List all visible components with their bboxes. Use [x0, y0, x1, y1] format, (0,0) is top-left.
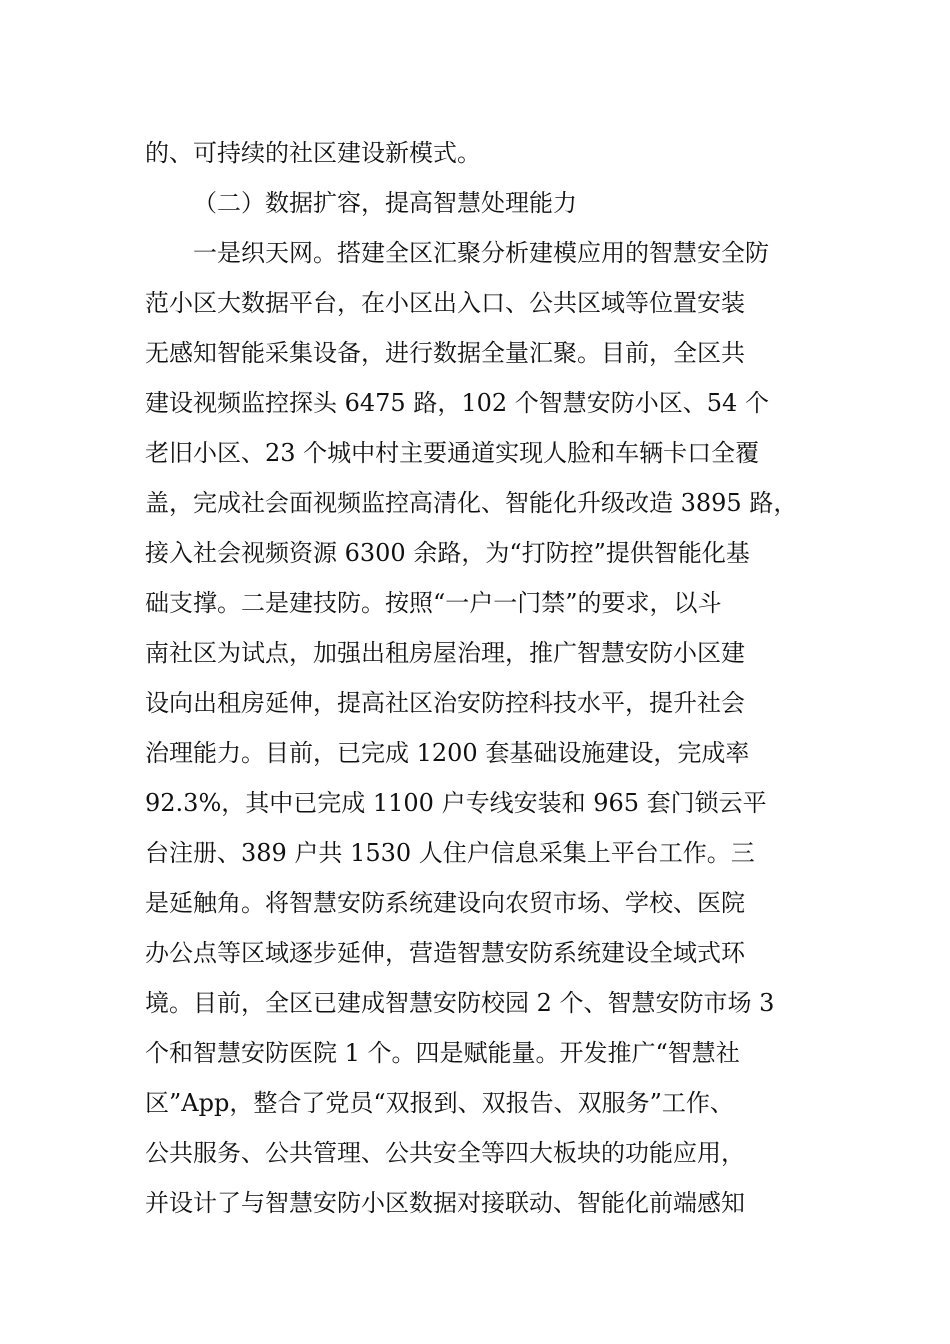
text-line: 并设计了与智慧安防小区数据对接联动、智能化前端感知: [145, 1189, 745, 1217]
text-line: 治理能力。目前，已完成 1200 套基础设施建设，完成率: [145, 739, 750, 767]
text-line: 无感知智能采集设备，进行数据全量汇聚。目前，全区共: [145, 339, 745, 367]
text-line: 接入社会视频资源 6300 余路，为“打防控”提供智能化基: [145, 539, 750, 567]
body-text: [145, 128, 815, 1228]
text-line: 92.3%，其中已完成 1100 户专线安装和 965 套门锁云平: [145, 789, 767, 817]
text-line: 个和智慧安防医院 1 个。四是赋能量。开发推广“智慧社: [145, 1039, 740, 1067]
text-line: 老旧小区、23 个城中村主要通道实现人脸和车辆卡口全覆: [145, 439, 760, 467]
text-line: 建设视频监控探头 6475 路，102 个智慧安防小区、54 个: [145, 389, 769, 417]
text-line: 础支撑。二是建技防。按照“一户一门禁”的要求，以斗: [145, 589, 722, 617]
text-line: 公共服务、公共管理、公共安全等四大板块的功能应用，: [145, 1139, 745, 1167]
text-line: 是延触角。将智慧安防系统建设向农贸市场、学校、医院: [145, 889, 745, 917]
paragraph-first-line: 一是织天网。搭建全区汇聚分析建模应用的智慧安全防: [193, 239, 769, 267]
text-line: 办公点等区域逐步延伸，营造智慧安防系统建设全域式环: [145, 939, 745, 967]
text-line: 盖，完成社会面视频监控高清化、智能化升级改造 3895 路，: [145, 489, 798, 517]
text-line: 台注册、389 户共 1530 人住户信息采集上平台工作。三: [145, 839, 755, 867]
text-line: 的、可持续的社区建设新模式。: [145, 139, 481, 167]
text-line: 设向出租房延伸，提高社区治安防控科技水平，提升社会: [145, 689, 745, 717]
text-line: 范小区大数据平台，在小区出入口、公共区域等位置安装: [145, 289, 745, 317]
text-line: 区”App，整合了党员“双报到、双报告、双服务”工作、: [145, 1089, 734, 1117]
text-line: 境。目前，全区已建成智慧安防校园 2 个、智慧安防市场 3: [145, 989, 775, 1017]
section-heading: （二）数据扩容，提高智慧处理能力: [193, 189, 577, 217]
text-line: 南社区为试点，加强出租房屋治理，推广智慧安防小区建: [145, 639, 745, 667]
